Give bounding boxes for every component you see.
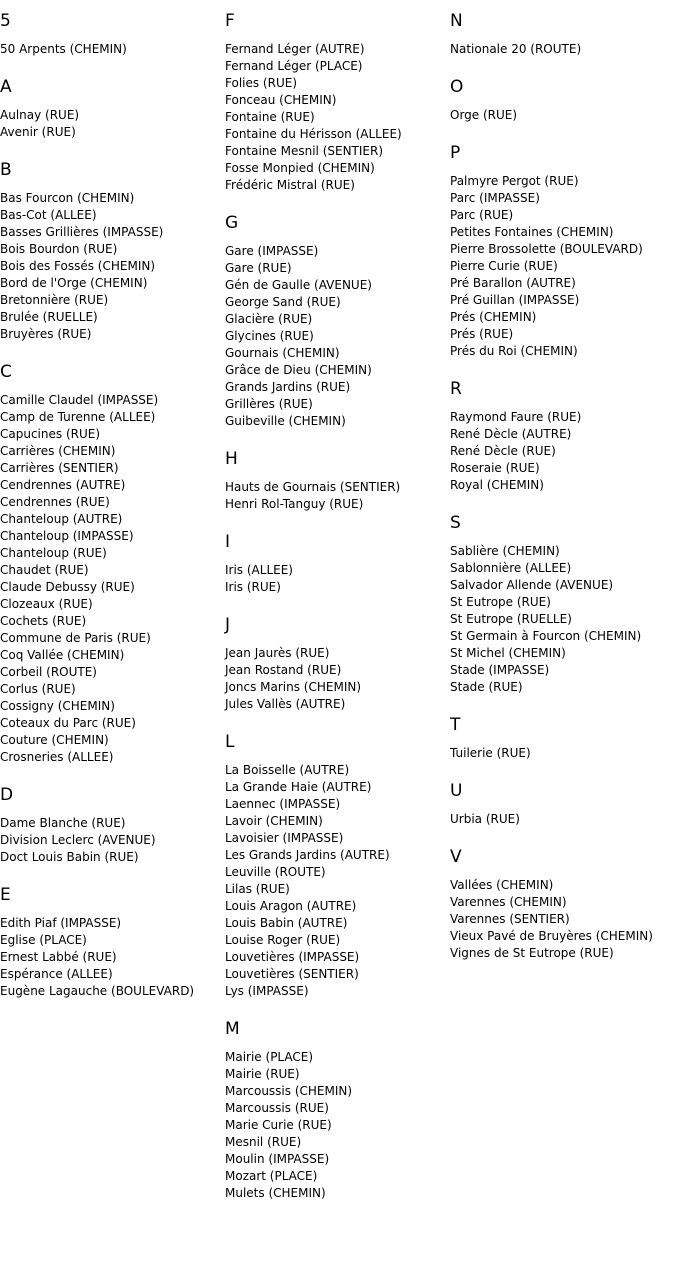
letter-heading: S [450, 513, 461, 533]
street-link[interactable]: Fernand Léger (AUTRE) [225, 42, 365, 56]
street-link[interactable]: Prés du Roi (CHEMIN) [450, 344, 578, 358]
letter-section [225, 614, 445, 713]
street-link[interactable]: Lilas (RUE) [225, 882, 290, 896]
street-link[interactable]: Jean Rostand (RUE) [225, 663, 342, 677]
street-link[interactable]: Pierre Brossolette (BOULEVARD) [450, 242, 643, 256]
street-link[interactable]: George Sand (RUE) [225, 295, 341, 309]
letter-section [450, 10, 670, 58]
street-link[interactable]: Brulée (RUELLE) [0, 310, 98, 324]
street-link[interactable]: Mairie (PLACE) [225, 1050, 314, 1064]
street-link[interactable]: Carrières (SENTIER) [0, 461, 119, 475]
street-link[interactable]: Glacière (RUE) [225, 312, 313, 326]
street-link[interactable]: Fontaine Mesnil (SENTIER) [225, 144, 384, 158]
street-link[interactable]: Salvador Allende (AVENUE) [450, 578, 614, 592]
street-link[interactable]: Prés (CHEMIN) [450, 310, 537, 324]
letter-section [450, 142, 670, 360]
letter-section [225, 1018, 445, 1202]
letter-section [450, 76, 670, 124]
street-link[interactable]: Sablonnière (ALLEE) [450, 561, 572, 575]
street-link[interactable]: Stade (RUE) [450, 680, 523, 694]
street-link[interactable]: Hauts de Gournais (SENTIER) [225, 480, 401, 494]
street-link[interactable]: Commune de Paris (RUE) [0, 631, 151, 645]
letter-section [225, 531, 445, 596]
street-link[interactable]: Raymond Faure (RUE) [450, 410, 582, 424]
street-link[interactable]: Fontaine du Hérisson (ALLEE) [225, 127, 402, 141]
street-link[interactable]: Fernand Léger (PLACE) [225, 59, 363, 73]
street-link[interactable]: Dame Blanche (RUE) [0, 816, 126, 830]
street-link[interactable]: Moulin (IMPASSE) [225, 1152, 330, 1166]
street-link[interactable]: Basses Grillières (IMPASSE) [0, 225, 164, 239]
street-link[interactable]: Bas Fourcon (CHEMIN) [0, 191, 135, 205]
street-link[interactable]: St Eutrope (RUE) [450, 595, 551, 609]
letter-heading: C [0, 362, 12, 382]
street-link[interactable]: Chanteloup (IMPASSE) [0, 529, 134, 543]
street-link[interactable]: Stade (IMPASSE) [450, 663, 550, 677]
street-link[interactable]: Bas-Cot (ALLEE) [0, 208, 97, 222]
street-link[interactable]: Leuville (ROUTE) [225, 865, 326, 879]
street-link[interactable]: Bois des Fossés (CHEMIN) [0, 259, 156, 273]
street-link[interactable]: Fosse Monpied (CHEMIN) [225, 161, 375, 175]
street-link[interactable]: Chanteloup (RUE) [0, 546, 107, 560]
letter-heading: V [450, 847, 462, 867]
street-link[interactable]: Eugène Lagauche (BOULEVARD) [0, 984, 195, 998]
letter-heading: L [225, 732, 235, 752]
street-link[interactable]: Parc (RUE) [450, 208, 514, 222]
street-link[interactable]: Mozart (PLACE) [225, 1169, 318, 1183]
street-link[interactable]: Grâce de Dieu (CHEMIN) [225, 363, 372, 377]
street-link[interactable]: Orge (RUE) [450, 108, 518, 122]
street-link[interactable]: Division Leclerc (AVENUE) [0, 833, 156, 847]
street-link[interactable]: Folies (RUE) [225, 76, 297, 90]
street-link[interactable]: Claude Debussy (RUE) [0, 580, 135, 594]
letter-section [450, 780, 670, 828]
street-link[interactable]: Henri Rol-Tanguy (RUE) [225, 497, 364, 511]
letter-heading: N [450, 11, 463, 31]
letter-heading: A [0, 77, 12, 97]
street-link[interactable]: Jean Jaurès (RUE) [225, 646, 330, 660]
letter-heading: M [225, 1019, 240, 1039]
street-link[interactable]: Chanteloup (AUTRE) [0, 512, 123, 526]
street-link[interactable]: Pré Barallon (AUTRE) [450, 276, 576, 290]
street-link[interactable]: René Dècle (AUTRE) [450, 427, 572, 441]
street-link[interactable]: Guibeville (CHEMIN) [225, 414, 346, 428]
street-link[interactable]: René Dècle (RUE) [450, 444, 556, 458]
street-link[interactable]: Mairie (RUE) [225, 1067, 300, 1081]
street-link[interactable]: Eglise (PLACE) [0, 933, 87, 947]
street-link[interactable]: Camille Claudel (IMPASSE) [0, 393, 159, 407]
street-link[interactable]: St Germain à Fourcon (CHEMIN) [450, 629, 642, 643]
street-link[interactable]: Bretonnière (RUE) [0, 293, 109, 307]
index-column [225, 10, 445, 1220]
street-link[interactable]: Pré Guillan (IMPASSE) [450, 293, 580, 307]
street-link[interactable]: Cossigny (CHEMIN) [0, 699, 115, 713]
street-link[interactable]: Gare (IMPASSE) [225, 244, 319, 258]
street-link[interactable]: Capucines (RUE) [0, 427, 101, 441]
street-link[interactable]: Cendrennes (RUE) [0, 495, 110, 509]
street-link[interactable]: Camp de Turenne (ALLEE) [0, 410, 156, 424]
street-link[interactable]: Sablière (CHEMIN) [450, 544, 560, 558]
street-link[interactable]: Vallées (CHEMIN) [450, 878, 554, 892]
street-link[interactable]: Grands Jardins (RUE) [225, 380, 351, 394]
street-link[interactable]: Clozeaux (RUE) [0, 597, 93, 611]
street-link[interactable]: Gournais (CHEMIN) [225, 346, 340, 360]
street-link[interactable]: St Michel (CHEMIN) [450, 646, 566, 660]
letter-section [225, 10, 445, 194]
street-link[interactable]: Palmyre Pergot (RUE) [450, 174, 579, 188]
letter-section [225, 448, 445, 513]
street-link[interactable]: Couture (CHEMIN) [0, 733, 109, 747]
street-link[interactable]: Varennes (SENTIER) [450, 912, 570, 926]
street-link[interactable]: Louis Babin (AUTRE) [225, 916, 348, 930]
letter-heading: U [450, 781, 463, 801]
letter-section [450, 846, 670, 962]
street-link[interactable]: Gare (RUE) [225, 261, 292, 275]
street-link[interactable]: Jules Vallès (AUTRE) [225, 697, 346, 711]
index-column [450, 10, 670, 980]
street-link[interactable]: Tuilerie (RUE) [450, 746, 531, 760]
street-link[interactable]: Bruyères (RUE) [0, 327, 92, 341]
street-link[interactable]: Parc (IMPASSE) [450, 191, 540, 205]
letter-heading: O [450, 77, 464, 97]
letter-section [225, 212, 445, 430]
street-link[interactable]: Marcoussis (CHEMIN) [225, 1084, 353, 1098]
street-link[interactable]: La Grande Haie (AUTRE) [225, 780, 372, 794]
letter-heading: E [0, 885, 11, 905]
letter-section [450, 378, 670, 494]
street-link[interactable]: Bord de l'Orge (CHEMIN) [0, 276, 148, 290]
street-link[interactable]: 50 Arpents (CHEMIN) [0, 42, 127, 56]
street-link[interactable]: Urbia (RUE) [450, 812, 520, 826]
street-link[interactable]: Coteaux du Parc (RUE) [0, 716, 136, 730]
street-link[interactable]: Laennec (IMPASSE) [225, 797, 341, 811]
index-column [0, 10, 220, 1018]
street-link[interactable]: Joncs Marins (CHEMIN) [225, 680, 362, 694]
street-link[interactable]: Louvetières (SENTIER) [225, 967, 359, 981]
street-link[interactable]: Cochets (RUE) [0, 614, 87, 628]
street-link[interactable]: Coq Vallée (CHEMIN) [0, 648, 125, 662]
street-link[interactable]: Ernest Labbé (RUE) [0, 950, 117, 964]
letter-heading: D [0, 785, 14, 805]
street-link[interactable]: Gén de Gaulle (AVENUE) [225, 278, 372, 292]
street-link[interactable]: Avenir (RUE) [0, 125, 76, 139]
street-link[interactable]: Corlus (RUE) [0, 682, 76, 696]
street-link[interactable]: St Eutrope (RUELLE) [450, 612, 572, 626]
street-link[interactable]: Iris (ALLEE) [225, 563, 293, 577]
letter-section [0, 884, 220, 1000]
street-link[interactable]: Louise Roger (RUE) [225, 933, 341, 947]
street-link[interactable]: Prés (RUE) [450, 327, 514, 341]
street-link[interactable]: Espérance (ALLEE) [0, 967, 113, 981]
street-link[interactable]: Fontaine (RUE) [225, 110, 315, 124]
street-link[interactable]: Louvetières (IMPASSE) [225, 950, 360, 964]
letter-heading: R [450, 379, 462, 399]
street-link[interactable]: Carrières (CHEMIN) [0, 444, 116, 458]
letter-section [0, 784, 220, 866]
street-link[interactable]: Nationale 20 (ROUTE) [450, 42, 582, 56]
letter-heading: F [225, 11, 235, 31]
street-link[interactable]: Varennes (CHEMIN) [450, 895, 567, 909]
letter-heading: 5 [0, 11, 11, 31]
letter-section [450, 512, 670, 696]
street-link[interactable]: Lys (IMPASSE) [225, 984, 309, 998]
street-link[interactable]: Les Grands Jardins (AUTRE) [225, 848, 390, 862]
street-link[interactable]: Frédéric Mistral (RUE) [225, 178, 355, 192]
street-link[interactable]: Iris (RUE) [225, 580, 281, 594]
street-link[interactable]: Lavoir (CHEMIN) [225, 814, 323, 828]
letter-heading: H [225, 449, 238, 469]
letter-section [450, 714, 670, 762]
street-link[interactable]: Doct Louis Babin (RUE) [0, 850, 139, 864]
street-link[interactable]: Louis Aragon (AUTRE) [225, 899, 357, 913]
street-link[interactable]: Chaudet (RUE) [0, 563, 89, 577]
street-link[interactable]: Aulnay (RUE) [0, 108, 80, 122]
street-link[interactable]: Mulets (CHEMIN) [225, 1186, 326, 1200]
street-link[interactable]: Marie Curie (RUE) [225, 1118, 332, 1132]
letter-section [225, 731, 445, 1000]
letter-heading: I [225, 532, 231, 552]
letter-section [0, 361, 220, 766]
street-link[interactable]: Bois Bourdon (RUE) [0, 242, 118, 256]
street-link[interactable]: Grillères (RUE) [225, 397, 313, 411]
street-link[interactable]: Glycines (RUE) [225, 329, 314, 343]
street-link[interactable]: Crosneries (ALLEE) [0, 750, 114, 764]
street-link[interactable]: Pierre Curie (RUE) [450, 259, 558, 273]
letter-section [0, 10, 220, 58]
letter-heading: P [450, 143, 461, 163]
street-link[interactable]: Edith Piaf (IMPASSE) [0, 916, 122, 930]
letter-heading: B [0, 160, 12, 180]
street-link[interactable]: Vieux Pavé de Bruyères (CHEMIN) [450, 929, 653, 943]
street-link[interactable]: Petites Fontaines (CHEMIN) [450, 225, 614, 239]
letter-heading: T [450, 715, 461, 735]
street-link[interactable]: Marcoussis (RUE) [225, 1101, 329, 1115]
street-link[interactable]: La Boisselle (AUTRE) [225, 763, 350, 777]
street-link[interactable]: Royal (CHEMIN) [450, 478, 544, 492]
street-link[interactable]: Vignes de St Eutrope (RUE) [450, 946, 614, 960]
street-link[interactable]: Cendrennes (AUTRE) [0, 478, 126, 492]
street-link[interactable]: Corbeil (ROUTE) [0, 665, 97, 679]
street-link[interactable]: Lavoisier (IMPASSE) [225, 831, 344, 845]
letter-section [0, 76, 220, 141]
street-link[interactable]: Fonceau (CHEMIN) [225, 93, 337, 107]
letter-heading: G [225, 213, 239, 233]
letter-section [0, 159, 220, 343]
street-link[interactable]: Mesnil (RUE) [225, 1135, 302, 1149]
letter-heading: J [225, 615, 231, 635]
street-link[interactable]: Roseraie (RUE) [450, 461, 540, 475]
